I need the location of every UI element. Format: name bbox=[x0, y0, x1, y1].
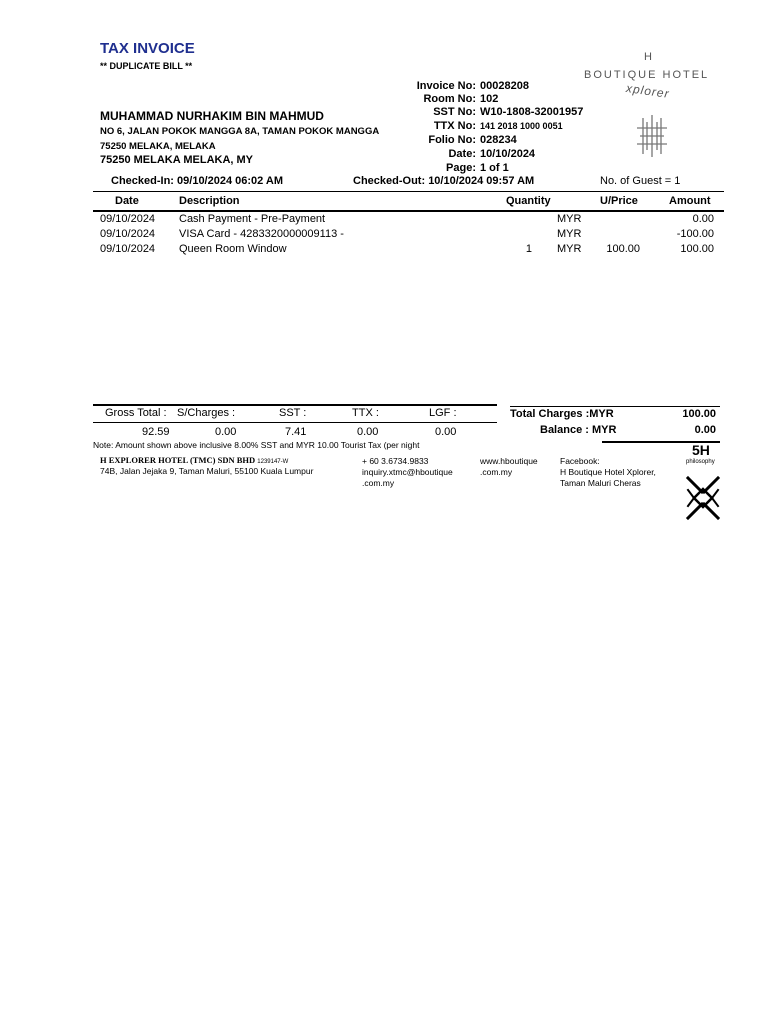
lgf-value: 0.00 bbox=[435, 426, 457, 438]
company-reg: 1239147-W bbox=[257, 459, 289, 465]
invoice-no-value: 00028208 bbox=[480, 80, 529, 92]
facebook-line1: Facebook: bbox=[560, 456, 600, 466]
guest-name: MUHAMMAD NURHAKIM BIN MAHMUD bbox=[100, 109, 324, 123]
page-row bbox=[390, 162, 610, 174]
guest-count-value: 1 bbox=[674, 175, 681, 187]
company-address: 74B, Jalan Jejaka 9, Taman Maluri, 55100 Kuala Lumpur bbox=[100, 466, 314, 476]
checked-in-value: 09/10/2024 06:02 AM bbox=[177, 175, 284, 187]
row-description: VISA Card - 4283320000009113 - bbox=[179, 228, 344, 240]
sst-no-label: SST No: bbox=[433, 106, 476, 118]
sst-value: 7.41 bbox=[285, 426, 307, 438]
philosophy-subtitle: philosophy bbox=[686, 459, 715, 465]
room-no-value: 102 bbox=[480, 93, 499, 105]
folio-no-value: 028234 bbox=[480, 134, 517, 146]
guest-address-line2: 75250 MELAKA, MELAKA bbox=[100, 141, 216, 152]
row-currency: MYR bbox=[557, 228, 582, 240]
totals-top-rule bbox=[93, 404, 497, 406]
checked-out-label: Checked-Out: bbox=[353, 175, 426, 187]
tax-note: Note: Amount shown above inclusive 8.00% SST and MYR 10.00 Tourist Tax (per night bbox=[93, 440, 420, 450]
col-header-description: Description bbox=[179, 195, 240, 207]
folio-no-row bbox=[390, 134, 610, 146]
col-header-uprice: U/Price bbox=[600, 195, 638, 207]
room-no-label: Room No: bbox=[423, 93, 476, 105]
col-header-amount: Amount bbox=[669, 195, 711, 207]
page-label: Page: bbox=[446, 162, 476, 174]
invoice-no-label: Invoice No: bbox=[416, 80, 476, 92]
row-currency: MYR bbox=[557, 243, 582, 255]
ttx-value: 0.00 bbox=[357, 426, 379, 438]
folio-no-label: Folio No: bbox=[428, 134, 476, 146]
row-quantity: 1 bbox=[525, 243, 532, 255]
row-amount: 100.00 bbox=[680, 243, 714, 255]
guest-address-line3: 75250 MELAKA MELAKA, MY bbox=[100, 154, 254, 166]
balance-label: Balance : MYR bbox=[540, 424, 617, 436]
sst-label: SST : bbox=[279, 407, 307, 419]
row-date: 09/10/2024 bbox=[100, 243, 156, 255]
total-charges-value: 100.00 bbox=[682, 408, 716, 420]
hotel-monogram-icon bbox=[634, 114, 670, 158]
ttx-label: TTX : bbox=[352, 407, 379, 419]
row-description: Cash Payment - Pre-Payment bbox=[179, 213, 326, 225]
scharges-label: S/Charges : bbox=[177, 407, 236, 419]
row-amount: -100.00 bbox=[676, 228, 714, 240]
ttx-no-value: 141 2018 1000 0051 bbox=[480, 121, 563, 131]
checked-out-value: 10/10/2024 09:57 AM bbox=[428, 175, 535, 187]
guest-count bbox=[600, 175, 680, 187]
invoice-title: TAX INVOICE bbox=[100, 40, 195, 57]
logo-h-letter: H bbox=[644, 51, 653, 63]
row-date: 09/10/2024 bbox=[100, 228, 156, 240]
row-description: Queen Room Window bbox=[179, 243, 287, 255]
checked-in-label: Checked-In: bbox=[111, 175, 174, 187]
company-name: H EXPLORER HOTEL (TMC) SDN BHD bbox=[100, 455, 256, 465]
table-header-rule bbox=[93, 210, 724, 212]
lgf-label: LGF : bbox=[429, 407, 457, 419]
contact-phone: + 60 3.6734.9833 bbox=[362, 456, 429, 466]
contact-email-line2: .com.my bbox=[362, 478, 395, 488]
date-label: Date: bbox=[448, 148, 476, 160]
xplorer-x-logo-icon bbox=[684, 474, 722, 522]
sst-no-value: W10-1808-32001957 bbox=[480, 106, 584, 118]
facebook-line2: H Boutique Hotel Xplorer, bbox=[560, 467, 656, 477]
row-currency: MYR bbox=[557, 213, 582, 225]
checked-out bbox=[353, 175, 534, 187]
col-header-date: Date bbox=[115, 195, 139, 207]
sst-no-row bbox=[390, 106, 610, 118]
guest-address-line1: NO 6, JALAN POKOK MANGGA 8A, TAMAN POKOK MANGGA bbox=[100, 126, 380, 137]
gross-total-value: 92.59 bbox=[142, 426, 170, 438]
logo-xplorer: xplorer bbox=[625, 81, 671, 101]
date-value: 10/10/2024 bbox=[480, 148, 536, 160]
ttx-no-label: TTX No: bbox=[433, 120, 476, 132]
checked-in bbox=[111, 175, 283, 187]
invoice-no-row bbox=[390, 80, 610, 92]
website-line2: .com.my bbox=[480, 467, 513, 477]
balance-value: 0.00 bbox=[694, 424, 716, 436]
table-top-rule bbox=[93, 191, 724, 192]
row-amount: 0.00 bbox=[692, 213, 714, 225]
date-row bbox=[390, 148, 610, 160]
scharges-value: 0.00 bbox=[215, 426, 237, 438]
gross-total-label: Gross Total : bbox=[105, 407, 167, 419]
row-uprice: 100.00 bbox=[606, 243, 640, 255]
total-charges-label: Total Charges :MYR bbox=[510, 408, 614, 420]
page-value: 1 of 1 bbox=[480, 162, 509, 174]
totals-mid-rule bbox=[93, 422, 497, 423]
totals-right-top-rule bbox=[510, 406, 720, 407]
col-header-quantity: Quantity bbox=[506, 195, 551, 207]
room-no-row bbox=[390, 93, 610, 105]
row-date: 09/10/2024 bbox=[100, 213, 156, 225]
logo-boutique-hotel: BOUTIQUE HOTEL bbox=[584, 69, 710, 81]
philosophy-title: 5H bbox=[692, 442, 710, 458]
website-line1: www.hboutique bbox=[480, 456, 538, 466]
company-name-line bbox=[100, 455, 288, 465]
guest-count-label: No. of Guest = bbox=[600, 175, 672, 187]
contact-email-line1: inquiry.xtmc@hboutique bbox=[362, 467, 453, 477]
ttx-no-row bbox=[390, 120, 610, 132]
duplicate-bill-note: ** DUPLICATE BILL ** bbox=[100, 61, 193, 71]
facebook-line3: Taman Maluri Cheras bbox=[560, 478, 641, 488]
